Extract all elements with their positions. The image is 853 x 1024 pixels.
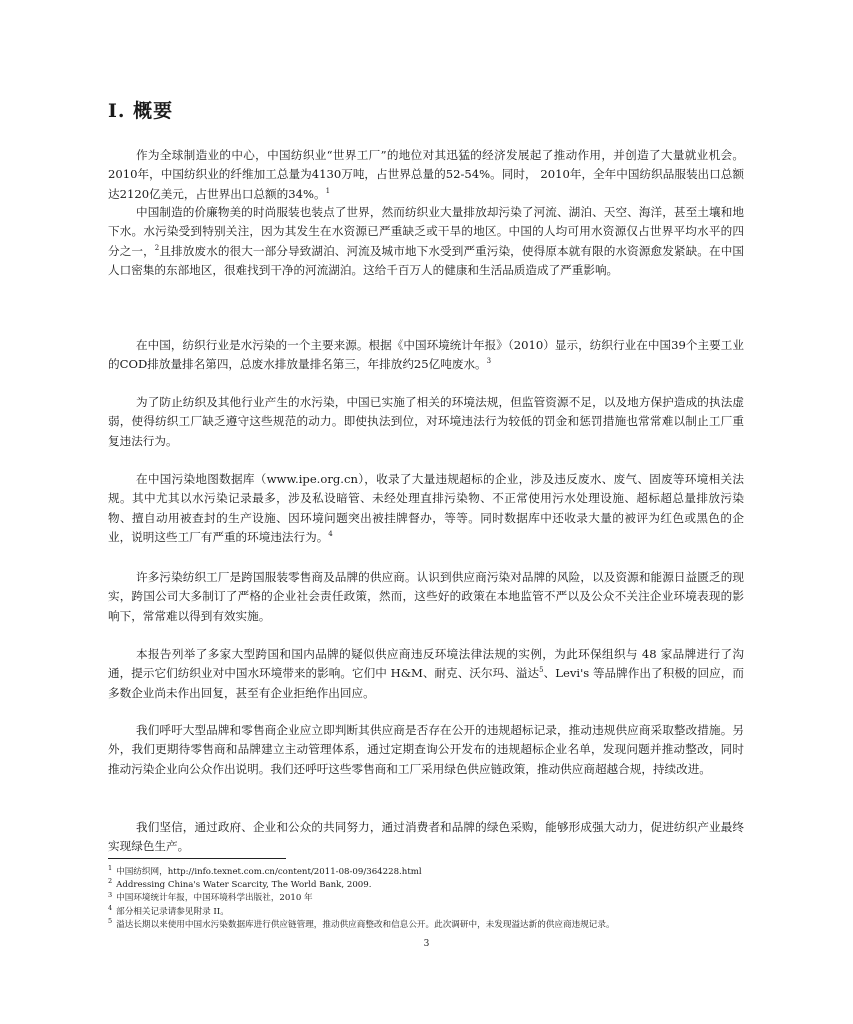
- footnote-text: 部分相关记录请参见附录 II。: [116, 906, 229, 917]
- footnote-item: [108, 892, 758, 905]
- paragraph-brand-outreach: [108, 645, 744, 703]
- footnote-number: 1: [108, 864, 113, 873]
- paragraph-regulation: [108, 393, 744, 451]
- paragraph-pollution-database: [108, 470, 744, 547]
- paragraph-text: 为了防止纺织及其他行业产生的水污染，中国已实施了相关的环境法规，但监管资源不足，以及地方保护造成的执法虚弱，使得纺织工厂缺乏遵守这些规范的动力。即使执法到位，对环境违法行为较低的罚金和惩罚措施也常常难以制止工厂重复违法行为。: [108, 395, 744, 448]
- paragraph-call-to-action: [108, 721, 744, 779]
- footnote-number: 3: [108, 890, 113, 899]
- footnote-reference: 3: [486, 357, 492, 366]
- paragraph-text: 且排放废水的很大一部分导致湖泊、河流及城市地下水受到严重污染，使得原本就有限的水资源愈发紧缺。在中国人口密集的东部地区，很难找到干净的河流湖泊。这给千百万人的健康和生活品质造成了严重影响。: [108, 243, 744, 277]
- paragraph-text: 本报告列举了多家大型跨国和国内品牌的疑似供应商违反环境法律法规的实例，为此环保组织与 48 家品牌进行了沟通，提示它们纺织业对中国水环境带来的影响。它们中 H&M、耐克、沃尔玛、溢达: [108, 647, 744, 681]
- paragraph-conclusion: [108, 818, 744, 857]
- paragraph-text: 在中国污染地图数据库（www.ipe.org.cn），收录了大量违规超标的企业，涉及违反废水、废气、固废等环境相关法规。其中尤其以水污染记录最多，涉及私设暗管、未经处理直排污染物、不正常使用污水处理设施、超标超总量排放污染物、擅自动用被查封的生产设施、因环境问题突出被挂牌督办，等等。同时数据库中还收录大量的被评为红色或黑色的企业，说明这些工厂有严重的环境违法行为。: [108, 472, 744, 544]
- footnote-text: Addressing China's Water Scarcity, The World Bank, 2009.: [116, 880, 372, 891]
- footnote-text: 溢达长期以来使用中国水污染数据库进行供应链管理，推动供应商整改和信息公开。此次调研中，未发现溢达新的供应商违规记录。: [116, 919, 615, 930]
- footnote-list: [108, 866, 758, 932]
- paragraph-overview: [108, 146, 744, 204]
- footnote-number: 4: [108, 903, 113, 912]
- footnote-reference: 5: [539, 666, 544, 675]
- section-title: I. 概要: [108, 100, 174, 122]
- footnote-item: [108, 866, 758, 879]
- footnote-item: [108, 879, 758, 892]
- footnote-item: [108, 916, 758, 932]
- footnote-reference: 2: [154, 243, 160, 252]
- paragraph-text: 许多污染纺织工厂是跨国服装零售商及品牌的供应商。认识到供应商污染对品牌的风险，以及资源和能源日益匮乏的现实，跨国公司大多制订了严格的企业社会责任政策，然而，这些好的政策在本地监管不严以及公众不关注企业环境表现的影响下，常常难以得到有效实施。: [108, 570, 744, 623]
- footnote-item: [108, 903, 758, 919]
- footnote-number: 2: [108, 877, 113, 886]
- footnote-reference: 1: [325, 186, 331, 195]
- footnote-number: 5: [108, 916, 113, 925]
- footnote-text: 中国环境统计年报，中国环境科学出版社，2010 年: [116, 893, 313, 904]
- paragraph-text: 作为全球制造业的中心，中国纺织业“世界工厂”的地位对其迅猛的经济发展起了推动作用，并创造了大量就业机会。2010年，中国纺织业的纤维加工总量为4130万吨，占世界总量的52-54%。同时， 2010年，全年中国纺织品服装出口总额达2120亿美元，占世界出口总额的34%。: [108, 148, 744, 201]
- footnote-divider: [108, 858, 286, 859]
- page-number: 3: [423, 939, 430, 949]
- paragraph-textile-source: [108, 336, 744, 375]
- paragraph-supply-chain: [108, 568, 744, 626]
- paragraph-text: 我们坚信，通过政府、企业和公众的共同努力，通过消费者和品牌的绿色采购，能够形成强大动力，促进纺织产业最终实现绿色生产。: [108, 820, 744, 854]
- footnote-reference: 4: [328, 530, 333, 539]
- paragraph-text: 在中国，纺织行业是水污染的一个主要来源。根据《中国环境统计年报》（2010）显示，纺织行业在中国39个主要工业的COD排放量排名第四，总废水排放量排名第三，年排放约25亿吨废水。: [108, 338, 744, 372]
- paragraph-water-pollution: [108, 203, 744, 280]
- footnote-text: 中国纺织网，http://info.texnet.com.cn/content/2011-08-09/364228.html: [116, 867, 422, 877]
- paragraph-text: 我们呼吁大型品牌和零售商企业应立即判断其供应商是否存在公开的违规超标记录，推动违规供应商采取整改措施。另外，我们更期待零售商和品牌建立主动管理体系，通过定期查询公开发布的违规超标企业名单，发现问题并推动整改，同时推动污染企业向公众作出说明。我们还呼吁这些零售商和工厂采用绿色供应链政策，推动供应商超越合规，持续改进。: [108, 723, 744, 776]
- paragraph-text: 、Levi's 等品牌作出了积极的回应，而多数企业尚未作出回复，甚至有企业拒绝作出回应。: [108, 666, 744, 700]
- paragraph-text: 中国制造的价廉物美的时尚服装也装点了世界，然而纺织业大量排放却污染了河流、湖泊、天空、海洋，甚至土壤和地下水。水污染受到特别关注，因为其发生在水资源已严重缺乏或干旱的地区。中国的人均可用水资源仅占世界平均水平的四分之一，: [108, 205, 744, 258]
